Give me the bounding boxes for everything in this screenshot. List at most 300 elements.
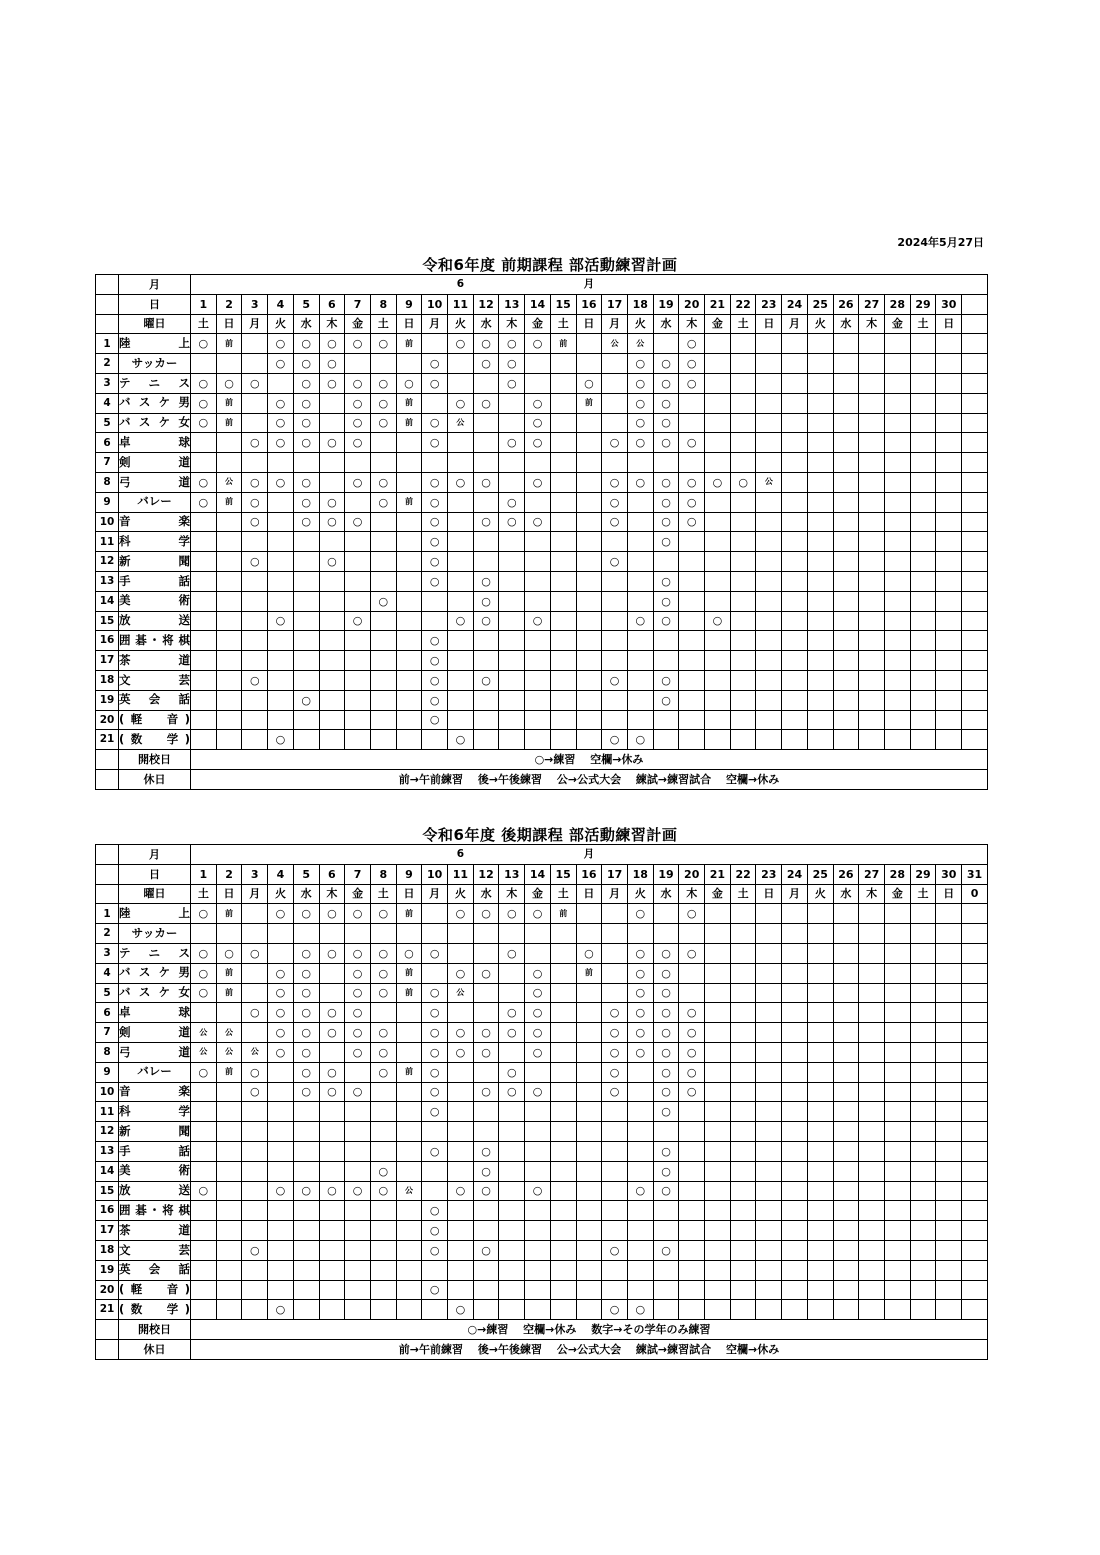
schedule-cell (884, 963, 910, 983)
schedule-cell (396, 433, 422, 453)
schedule-cell (396, 552, 422, 572)
schedule-cell (422, 1181, 448, 1201)
schedule-cell (499, 924, 525, 944)
open-day-label: 開校日 (119, 750, 191, 770)
club-number: 9 (96, 492, 119, 512)
month-value: 6 (448, 845, 474, 865)
schedule-cell (910, 492, 936, 512)
weekday-cell: 水 (833, 884, 859, 904)
schedule-cell (782, 1221, 808, 1241)
schedule-cell (550, 983, 576, 1003)
schedule-cell (319, 631, 345, 651)
club-name-text: 英会話 (119, 692, 190, 707)
schedule-cell (730, 373, 756, 393)
schedule-cell: ○ (653, 393, 679, 413)
schedule-cell (705, 373, 731, 393)
schedule-cell (782, 433, 808, 453)
schedule-cell (962, 552, 988, 572)
schedule-cell (525, 492, 551, 512)
schedule-cell (782, 1201, 808, 1221)
schedule-cell (345, 1161, 371, 1181)
schedule-cell (319, 1102, 345, 1122)
day-number: 10 (422, 864, 448, 884)
schedule-cell (705, 943, 731, 963)
schedule-cell: ○ (293, 472, 319, 492)
club-name (119, 1042, 191, 1062)
schedule-cell (705, 1023, 731, 1043)
schedule-cell (576, 512, 602, 532)
weekday-cell: 火 (627, 314, 653, 334)
first-term-schedule-table (95, 274, 988, 790)
month-cell (319, 845, 345, 865)
schedule-cell (936, 611, 962, 631)
schedule-cell: ○ (319, 1082, 345, 1102)
schedule-cell (499, 1280, 525, 1300)
schedule-cell (884, 1260, 910, 1280)
schedule-cell: ○ (345, 393, 371, 413)
schedule-cell (602, 983, 628, 1003)
schedule-cell: 前 (550, 334, 576, 354)
day-number: 24 (782, 864, 808, 884)
schedule-cell (396, 690, 422, 710)
schedule-cell (705, 983, 731, 1003)
schedule-cell (705, 413, 731, 433)
day-number: 11 (448, 864, 474, 884)
schedule-cell (576, 983, 602, 1003)
month-cell (242, 275, 268, 295)
schedule-cell (807, 1141, 833, 1161)
schedule-cell (499, 1240, 525, 1260)
schedule-cell (602, 651, 628, 671)
schedule-cell (627, 651, 653, 671)
schedule-cell: ○ (525, 393, 551, 413)
schedule-cell: ○ (602, 1300, 628, 1320)
schedule-cell (782, 670, 808, 690)
schedule-cell (884, 472, 910, 492)
day-number: 14 (525, 864, 551, 884)
schedule-cell (730, 1141, 756, 1161)
day-number: 18 (627, 864, 653, 884)
schedule-cell (319, 532, 345, 552)
schedule-cell: ○ (679, 1023, 705, 1043)
club-name (119, 532, 191, 552)
day-number: 7 (345, 864, 371, 884)
schedule-cell (448, 1122, 474, 1142)
club-name (119, 1161, 191, 1181)
schedule-cell: ○ (422, 943, 448, 963)
schedule-cell (242, 393, 268, 413)
schedule-cell (396, 1300, 422, 1320)
schedule-cell (499, 393, 525, 413)
day-number: 27 (859, 864, 885, 884)
club-row (96, 670, 988, 690)
schedule-cell (370, 651, 396, 671)
schedule-cell (576, 1023, 602, 1043)
month-value: 月 (576, 275, 602, 295)
month-cell (807, 275, 833, 295)
schedule-cell (473, 433, 499, 453)
schedule-cell (807, 334, 833, 354)
schedule-cell (859, 433, 885, 453)
schedule-cell (602, 1221, 628, 1241)
schedule-cell (242, 1181, 268, 1201)
schedule-cell (859, 690, 885, 710)
schedule-cell (602, 571, 628, 591)
schedule-cell (705, 1300, 731, 1320)
club-row (96, 1260, 988, 1280)
schedule-cell (936, 1082, 962, 1102)
schedule-cell (602, 1260, 628, 1280)
schedule-cell (602, 1181, 628, 1201)
schedule-cell (345, 690, 371, 710)
schedule-cell: ○ (653, 1003, 679, 1023)
club-row (96, 472, 988, 492)
schedule-cell (910, 1221, 936, 1241)
schedule-cell (730, 963, 756, 983)
schedule-cell (782, 472, 808, 492)
club-name (119, 1062, 191, 1082)
schedule-cell (448, 631, 474, 651)
schedule-cell (756, 1300, 782, 1320)
schedule-cell (884, 690, 910, 710)
schedule-cell (884, 670, 910, 690)
schedule-cell (345, 1141, 371, 1161)
weekday-cell: 土 (730, 314, 756, 334)
schedule-cell (936, 924, 962, 944)
day-number: 25 (807, 294, 833, 314)
schedule-cell (782, 943, 808, 963)
schedule-cell (627, 591, 653, 611)
schedule-cell (730, 1003, 756, 1023)
schedule-cell: ○ (242, 492, 268, 512)
weekday-cell: 土 (550, 314, 576, 334)
club-name-text: 美 術 (119, 593, 190, 608)
schedule-cell (705, 1122, 731, 1142)
schedule-cell: ○ (525, 1003, 551, 1023)
schedule-cell (756, 904, 782, 924)
schedule-cell: ○ (422, 651, 448, 671)
schedule-cell (936, 532, 962, 552)
schedule-cell (319, 1280, 345, 1300)
schedule-cell: 公 (448, 983, 474, 1003)
weekday-cell: 日 (576, 884, 602, 904)
schedule-cell: ○ (602, 1062, 628, 1082)
schedule-cell (730, 591, 756, 611)
month-cell (396, 275, 422, 295)
schedule-cell (756, 1161, 782, 1181)
schedule-cell (782, 492, 808, 512)
schedule-cell (962, 670, 988, 690)
blank-cell (96, 314, 119, 334)
day-number: 14 (525, 294, 551, 314)
club-row (96, 1221, 988, 1241)
schedule-cell: ○ (473, 1240, 499, 1260)
schedule-cell (576, 1201, 602, 1221)
schedule-cell (679, 924, 705, 944)
schedule-cell (525, 943, 551, 963)
schedule-cell (884, 611, 910, 631)
club-number: 1 (96, 334, 119, 354)
day-number: 15 (550, 864, 576, 884)
schedule-cell: ○ (319, 433, 345, 453)
schedule-cell (782, 512, 808, 532)
club-name-text: 手 話 (119, 573, 190, 588)
schedule-cell: ○ (602, 670, 628, 690)
schedule-cell (293, 651, 319, 671)
day-row (96, 864, 988, 884)
schedule-cell (448, 1280, 474, 1300)
day-number: 28 (884, 864, 910, 884)
club-number: 15 (96, 611, 119, 631)
schedule-cell (807, 512, 833, 532)
weekday-cell: 金 (884, 314, 910, 334)
weekday-cell: 金 (345, 884, 371, 904)
schedule-cell (705, 433, 731, 453)
club-name-text: バレー (137, 1064, 172, 1079)
schedule-cell (705, 591, 731, 611)
schedule-cell: ○ (473, 1161, 499, 1181)
schedule-cell (370, 552, 396, 572)
schedule-cell (216, 433, 242, 453)
schedule-cell (396, 1240, 422, 1260)
month-cell (962, 845, 988, 865)
schedule-cell (370, 730, 396, 750)
schedule-cell (268, 690, 294, 710)
schedule-cell: ○ (602, 552, 628, 572)
schedule-cell: ○ (679, 512, 705, 532)
schedule-cell (576, 492, 602, 512)
month-cell (396, 845, 422, 865)
schedule-cell: ○ (473, 904, 499, 924)
weekday-cell: 火 (448, 314, 474, 334)
schedule-cell (396, 651, 422, 671)
schedule-cell (448, 1062, 474, 1082)
schedule-cell (550, 571, 576, 591)
month-cell (910, 845, 936, 865)
schedule-cell (679, 690, 705, 710)
schedule-cell (653, 924, 679, 944)
schedule-cell (884, 334, 910, 354)
schedule-cell (884, 1240, 910, 1260)
schedule-cell (242, 651, 268, 671)
schedule-cell (576, 1221, 602, 1241)
schedule-cell: ○ (191, 904, 217, 924)
schedule-cell (550, 1161, 576, 1181)
schedule-cell: ○ (730, 472, 756, 492)
club-row (96, 373, 988, 393)
schedule-cell (910, 591, 936, 611)
schedule-cell (936, 943, 962, 963)
club-name (119, 631, 191, 651)
open-day-label: 開校日 (119, 1320, 191, 1340)
schedule-cell (962, 334, 988, 354)
schedule-cell: ○ (576, 373, 602, 393)
schedule-cell (833, 413, 859, 433)
schedule-cell (910, 1240, 936, 1260)
schedule-cell: ○ (653, 354, 679, 374)
schedule-cell (525, 631, 551, 651)
schedule-cell: ○ (268, 1003, 294, 1023)
schedule-cell (705, 1003, 731, 1023)
schedule-cell: ○ (653, 1141, 679, 1161)
schedule-cell (653, 710, 679, 730)
schedule-cell: ○ (653, 472, 679, 492)
blank-cell (96, 845, 119, 865)
club-name (119, 373, 191, 393)
schedule-cell: ○ (293, 963, 319, 983)
schedule-cell: ○ (448, 472, 474, 492)
schedule-cell (242, 631, 268, 651)
schedule-cell (962, 963, 988, 983)
schedule-cell: 前 (396, 904, 422, 924)
schedule-cell (756, 571, 782, 591)
schedule-cell (910, 571, 936, 591)
club-number: 12 (96, 1122, 119, 1142)
schedule-cell (370, 1240, 396, 1260)
club-number: 3 (96, 943, 119, 963)
schedule-cell (627, 552, 653, 572)
schedule-cell (268, 1102, 294, 1122)
club-number: 17 (96, 1221, 119, 1241)
schedule-cell (268, 1260, 294, 1280)
schedule-cell (602, 532, 628, 552)
schedule-cell (242, 963, 268, 983)
schedule-cell (191, 611, 217, 631)
schedule-cell (859, 1221, 885, 1241)
schedule-cell: ○ (370, 334, 396, 354)
schedule-cell (293, 1161, 319, 1181)
schedule-cell (627, 670, 653, 690)
schedule-cell (370, 611, 396, 631)
schedule-cell (833, 1003, 859, 1023)
schedule-cell (499, 472, 525, 492)
schedule-cell (473, 373, 499, 393)
schedule-cell (242, 571, 268, 591)
schedule-cell (782, 1122, 808, 1142)
schedule-cell (242, 1102, 268, 1122)
schedule-cell: ○ (473, 354, 499, 374)
second-term-title: 令和6年度 後期課程 部活動練習計画 (422, 826, 678, 844)
schedule-cell (268, 1201, 294, 1221)
club-name (119, 552, 191, 572)
schedule-cell (499, 571, 525, 591)
schedule-cell (268, 710, 294, 730)
schedule-cell (396, 670, 422, 690)
schedule-cell (550, 1003, 576, 1023)
day-number: 23 (756, 294, 782, 314)
day-number: 22 (730, 864, 756, 884)
weekday-cell: 金 (884, 884, 910, 904)
schedule-cell (293, 1240, 319, 1260)
schedule-cell: ○ (345, 1003, 371, 1023)
club-name-text: テニス (119, 375, 190, 390)
schedule-cell: ○ (448, 393, 474, 413)
schedule-cell: ○ (627, 373, 653, 393)
schedule-cell (191, 453, 217, 473)
schedule-cell (807, 983, 833, 1003)
schedule-cell (705, 651, 731, 671)
club-name-text: 囲碁･将棋 (119, 632, 190, 647)
schedule-cell: ○ (653, 1023, 679, 1043)
club-name-text: (軽 音) (119, 712, 190, 727)
weekday-cell: 水 (293, 884, 319, 904)
schedule-cell (345, 1260, 371, 1280)
schedule-cell: ○ (653, 1062, 679, 1082)
schedule-cell (216, 710, 242, 730)
day-number: 26 (833, 864, 859, 884)
day-number: 23 (756, 864, 782, 884)
schedule-cell: ○ (268, 1023, 294, 1043)
schedule-cell (216, 1161, 242, 1181)
schedule-cell: ○ (293, 1003, 319, 1023)
schedule-cell (525, 710, 551, 730)
schedule-cell: ○ (499, 943, 525, 963)
schedule-cell (525, 1280, 551, 1300)
schedule-cell (859, 1042, 885, 1062)
club-row (96, 611, 988, 631)
schedule-cell (705, 904, 731, 924)
schedule-cell (422, 1161, 448, 1181)
schedule-cell (448, 1082, 474, 1102)
schedule-cell (782, 1042, 808, 1062)
schedule-cell: ○ (422, 690, 448, 710)
schedule-cell (833, 631, 859, 651)
schedule-cell: ○ (525, 904, 551, 924)
schedule-cell (782, 1181, 808, 1201)
month-cell (884, 275, 910, 295)
schedule-cell (602, 690, 628, 710)
schedule-cell (756, 552, 782, 572)
schedule-cell: ○ (473, 571, 499, 591)
schedule-cell (448, 373, 474, 393)
weekday-cell (962, 314, 988, 334)
schedule-cell (833, 904, 859, 924)
schedule-cell (627, 492, 653, 512)
day-number: 24 (782, 294, 808, 314)
schedule-cell: ○ (679, 433, 705, 453)
schedule-cell: ○ (242, 943, 268, 963)
schedule-cell: ○ (653, 413, 679, 433)
schedule-cell (499, 1201, 525, 1221)
schedule-cell: ○ (345, 472, 371, 492)
schedule-cell (756, 963, 782, 983)
schedule-cell (576, 670, 602, 690)
schedule-cell (242, 1023, 268, 1043)
schedule-cell: ○ (370, 1181, 396, 1201)
club-name (119, 1201, 191, 1221)
schedule-cell: ○ (319, 1062, 345, 1082)
schedule-cell: ○ (370, 413, 396, 433)
schedule-cell (962, 730, 988, 750)
schedule-cell (833, 1062, 859, 1082)
schedule-cell (550, 1042, 576, 1062)
schedule-cell (705, 1062, 731, 1082)
schedule-cell (679, 651, 705, 671)
schedule-cell (756, 1141, 782, 1161)
schedule-cell (550, 963, 576, 983)
schedule-cell (833, 1201, 859, 1221)
schedule-cell (216, 924, 242, 944)
club-name-text: 剣 道 (119, 454, 190, 469)
schedule-cell (576, 1122, 602, 1142)
schedule-cell (859, 611, 885, 631)
schedule-cell (550, 924, 576, 944)
schedule-cell (884, 552, 910, 572)
club-name (119, 1141, 191, 1161)
day-number: 12 (473, 294, 499, 314)
schedule-cell (627, 1280, 653, 1300)
day-number: 10 (422, 294, 448, 314)
